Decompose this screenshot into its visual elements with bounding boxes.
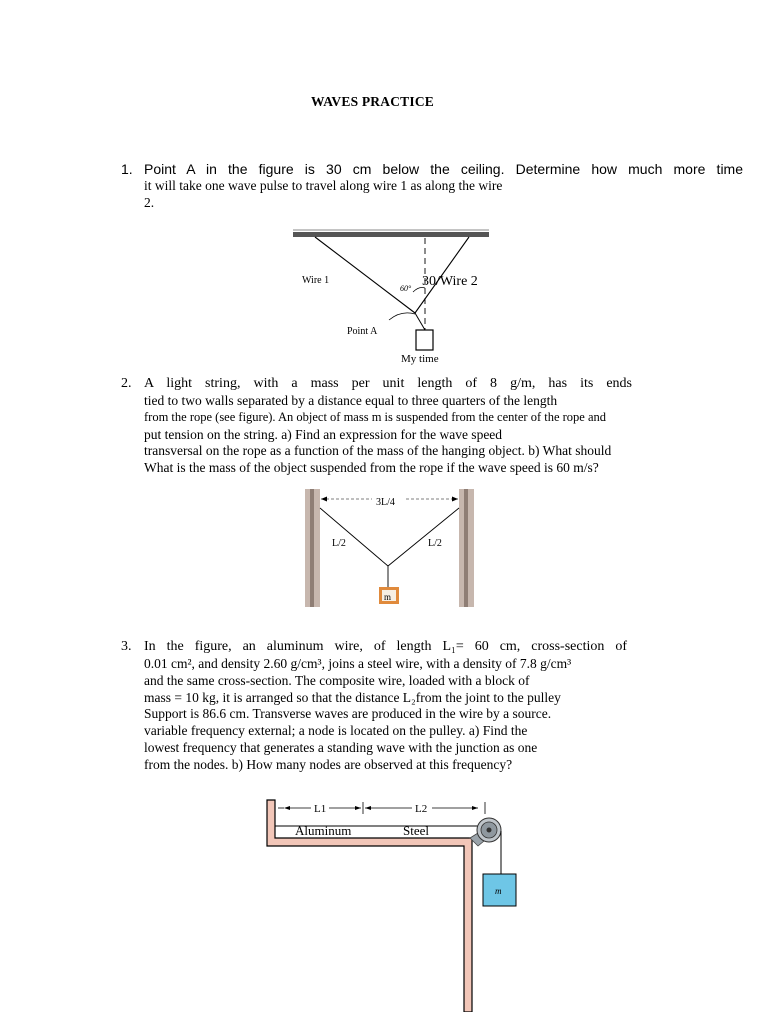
question-3-line-1: In the figure, an aluminum wire, of length L₁= 60 cm, cross-section of xyxy=(144,639,627,654)
question-3-number: 3. xyxy=(121,639,132,654)
page-title: WAVES PRACTICE xyxy=(311,94,434,109)
question-1-line-1: Point A in the figure is 30 cm below the ceiling. Determine how much more time xyxy=(144,161,743,177)
question-3-line-5: Support is 86.6 cm. Transverse waves are produced in the wire by a source. xyxy=(144,706,552,721)
hanging-box xyxy=(416,330,433,350)
question-2-number: 2. xyxy=(121,376,132,391)
block-mass-label: m xyxy=(495,886,502,896)
wire-1 xyxy=(315,237,415,313)
l2-label: L2 xyxy=(415,803,428,815)
steel-label: Steel xyxy=(403,823,429,838)
question-2-line-1: A light string, with a mass per unit length of 8 g/m, has its ends xyxy=(144,376,632,391)
angle-label: 60° xyxy=(400,284,412,293)
rope-right xyxy=(388,508,459,566)
question-2-line-5: transversal on the rope as a function of the mass of the hanging object. b) What should xyxy=(144,443,612,458)
left-length-label: L/2 xyxy=(332,538,346,549)
question-3-line-7: lowest frequency that generates a standing wave with the junction as one xyxy=(144,740,538,755)
rope-left xyxy=(320,508,388,566)
figure-3-composite-wire-pulley xyxy=(264,798,522,1012)
mass-caption: My time xyxy=(401,353,439,365)
question-3-line-2: 0.01 cm², and density 2.60 g/cm³, joins a steel wire, with a density of 7.8 g/cm³ xyxy=(144,656,572,671)
question-3-line-4: mass = 10 kg, it is arranged so that the distance L₂from the joint to the pulley xyxy=(144,690,561,705)
question-1-line-2: it will take one wave pulse to travel along wire 1 as along the wire xyxy=(144,178,503,193)
wire-1-label: Wire 1 xyxy=(302,275,330,286)
question-2-line-2: tied to two walls separated by a distance equal to three quarters of the length xyxy=(144,393,558,408)
mass-label: m xyxy=(384,592,392,602)
wire-2-label: 30/Wire 2 xyxy=(422,274,478,289)
aluminum-label: Aluminum xyxy=(295,823,352,838)
question-3-line-3: and the same cross-section. The composite wire, loaded with a block of xyxy=(144,673,530,688)
figure-2-string-between-walls xyxy=(302,486,480,610)
question-2-line-6: What is the mass of the object suspended from the rope if the wave speed is 60 m/s? xyxy=(144,460,599,475)
question-1-line-3: 2. xyxy=(144,195,155,210)
question-2-line-3: from the rope (see figure). An object of mass m is suspended from the center of the rope and xyxy=(144,410,607,424)
question-3-line-6: variable frequency external; a node is located on the pulley. a) Find the xyxy=(144,723,528,738)
l1-label: L1 xyxy=(314,803,327,815)
ceiling-bar xyxy=(293,232,489,237)
span-label: 3L/4 xyxy=(376,497,395,508)
question-2-line-4: put tension on the string. a) Find an expression for the wave speed xyxy=(144,427,503,442)
figure-1-hanging-mass-diagram xyxy=(285,222,500,370)
point-a-label: Point A xyxy=(347,326,378,337)
question-1-number: 1. xyxy=(121,161,133,177)
right-length-label: L/2 xyxy=(428,538,442,549)
question-3-line-8: from the nodes. b) How many nodes are observed at this frequency? xyxy=(144,757,513,772)
